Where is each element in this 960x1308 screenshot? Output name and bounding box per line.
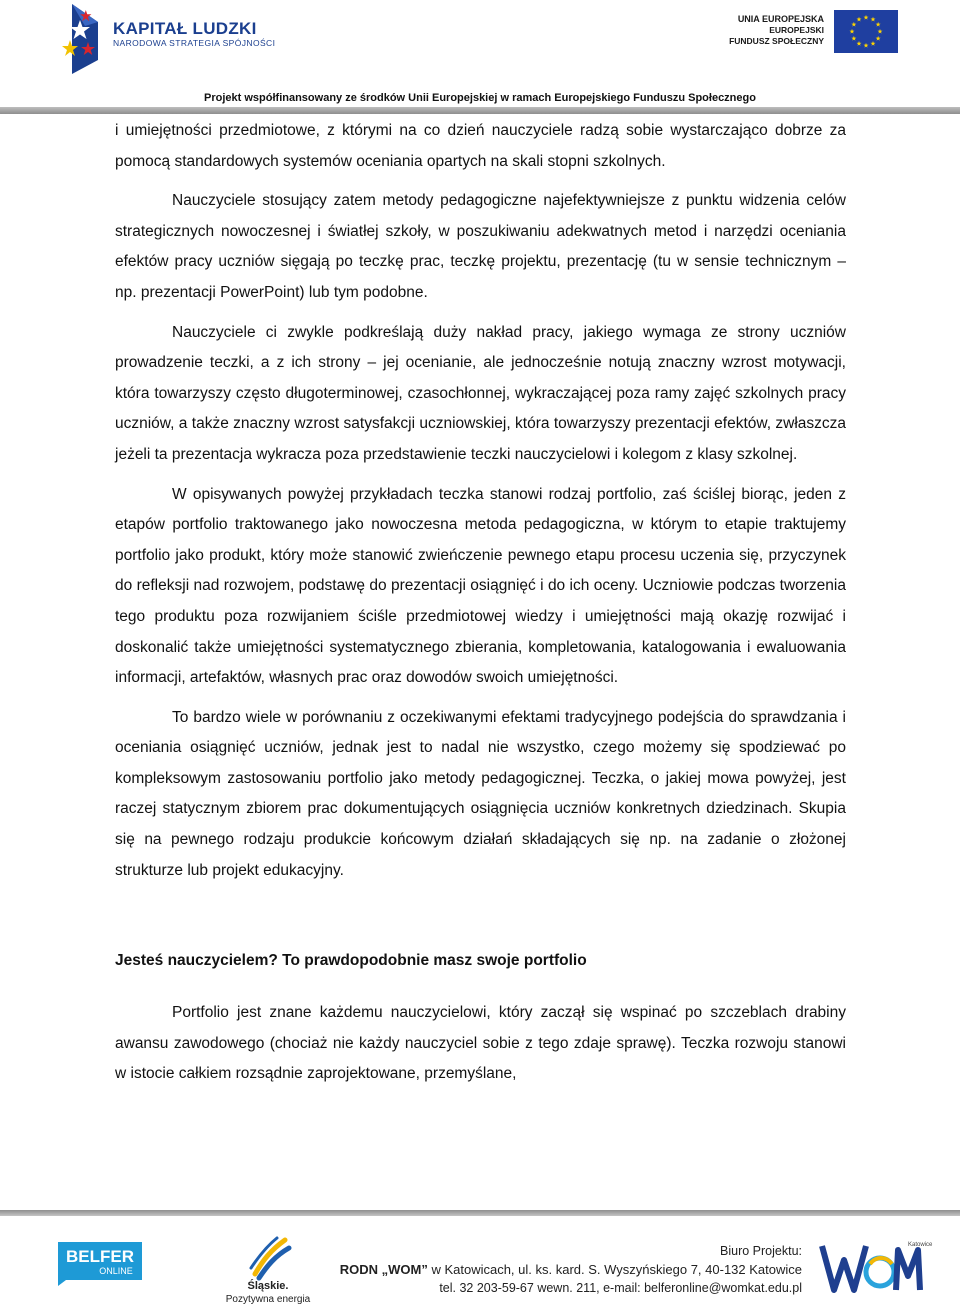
kapital-ludzki-subtitle: NARODOWA STRATEGIA SPÓJNOŚCI	[113, 38, 276, 48]
project-office-label: Biuro Projektu:	[720, 1244, 802, 1258]
kapital-ludzki-logo-icon	[58, 2, 110, 76]
project-office-contact: tel. 32 203-59-67 wewn. 211, e-mail: belferonline@womkat.edu.pl	[439, 1281, 802, 1295]
project-office-address	[340, 1262, 802, 1277]
slaskie-logo-icon	[245, 1234, 293, 1282]
paragraph-4: W opisywanych powyżej przykładach teczka stanowi rodzaj portfolio, zaś ściślej biorąc, jeden z etapów portfolio traktowanego jako nowoczesna metoda pedagogiczna, w którym to etapie traktujemy portfolio jako produkt, który może stanowić zwieńczenie pewnego etapu procesu uczenia się, przyczynek do refleksji nad rozwojem, podstawę do prezentacji osiągnięć i do ich oceny. Uczniowie podczas tworzenia tego produktu poza rozwijaniem ściśle przedmiotowej wiedzy i umiejętności mają okazję rozwijać i doskonalić także umiejętności systematycznego zbierania, kompletowania, katalogowania i ewaluowania informacji, artefaktów, własnych prac oraz dowodów swoich umiejętności.	[115, 485, 846, 687]
page-header	[0, 0, 960, 112]
eu-fund-label-1: EUROPEJSKI	[769, 25, 824, 35]
kapital-ludzki-title: KAPITAŁ LUDZKI	[113, 19, 257, 38]
paragraph-5: To bardzo wiele w porównaniu z oczekiwanymi efektami tradycyjnego podejścia do sprawdzania i oceniania osiągnięć uczniów, jednak jest to nadal nie wszystko, czego możemy się spodziewać po kompleksowym zastosowaniu portfolio jako metody pedagogicznej. Teczka, o jakiej mowa powyżej, jest raczej statycznym zbiorem prac dokumentujących osiągnięcia uczniów konkretnych dziedzinach. Skupia się na pewnego rodzaju produkcie końcowym działań składających się np. na zadanie o złożonej strukturze lub projekt edukacyjny.	[115, 708, 846, 879]
belfer-logo-subtitle: ONLINE	[99, 1266, 133, 1276]
section-heading: Jesteś nauczycielem? To prawdopodobnie masz swoje portfolio	[115, 952, 587, 970]
header-divider	[0, 107, 960, 114]
project-office-org: RODN „WOM”	[339, 1262, 428, 1277]
slaskie-logo-title: Śląskie.	[247, 1280, 289, 1292]
paragraph-2: Nauczyciele stosujący zatem metody pedagogiczne najefektywniejsze z punktu widzenia celów strategicznych nowoczesnej i światłej szkoły, w poszukiwaniu adekwatnych metod i narzędzi oceniania efektów pracy uczniów sięgają po teczkę prac, teczkę projektu, prezentację (tu w sensie technicznym – np. prezentacji PowerPoint) lub tym podobne.	[115, 192, 846, 301]
paragraph-1: i umiejętności przedmiotowe, z którymi na co dzień nauczyciele radzą sobie wystarczająco dobrze za pomocą standardowych systemów oceniania opartych na skali stopni szkolnych.	[115, 122, 846, 170]
kapital-ludzki-wordmark	[113, 20, 275, 49]
cofinancing-notice: Projekt współfinansowany ze środków Unii Europejskiej w ramach Europejskiego Funduszu Społecznego	[204, 92, 756, 104]
wom-logo-icon	[820, 1238, 933, 1298]
document-body	[115, 116, 846, 1090]
paragraph-3: Nauczyciele ci zwykle podkreślają duży nakład pracy, jakiego wymaga ze strony uczniów prowadzenie teczki, a z ich strony – jej ocenianie, ale jednocześnie notują znaczny wzrost motywacji, która towarzyszy często długoterminowej, czasochłonnej, wykraczającej poza ramy zajęć szkolnych pracy uczniów, a także znaczny wzrost satysfakcji uczniowskiej, która towarzyszy prezentacji efektów, zwłaszcza jeżeli ta prezentacja wykracza poza przedstawienie teczki nauczycielowi i kolegom z klasy szkolnej.	[115, 323, 846, 463]
eu-wordmark	[729, 14, 824, 47]
slaskie-logo-tagline: Pozytywna energia	[225, 1294, 311, 1305]
eu-flag-icon	[834, 10, 898, 53]
belfer-online-logo-icon	[52, 1238, 146, 1288]
eu-fund-label-2: FUNDUSZ SPOŁECZNY	[729, 36, 824, 46]
paragraph-6: Portfolio jest znane każdemu nauczycielowi, który zaczął się wspinać po szczeblach drabiny awansu zawodowego (chociaż nie każdy nauczyciel sobie z tego zdaje sprawę). Teczka rozwoju stanowi w istocie całkiem rozsądnie zaprojektowane, przemyślane,	[115, 1004, 846, 1083]
project-office-street: w Katowicach, ul. ks. kard. S. Wyszyńskiego 7, 40-132 Katowice	[427, 1262, 802, 1277]
footer-divider	[0, 1210, 960, 1216]
wom-logo-city: Katowice	[908, 1242, 933, 1248]
eu-union-label: UNIA EUROPEJSKA	[737, 14, 824, 24]
belfer-logo-title: BELFER	[66, 1247, 134, 1266]
